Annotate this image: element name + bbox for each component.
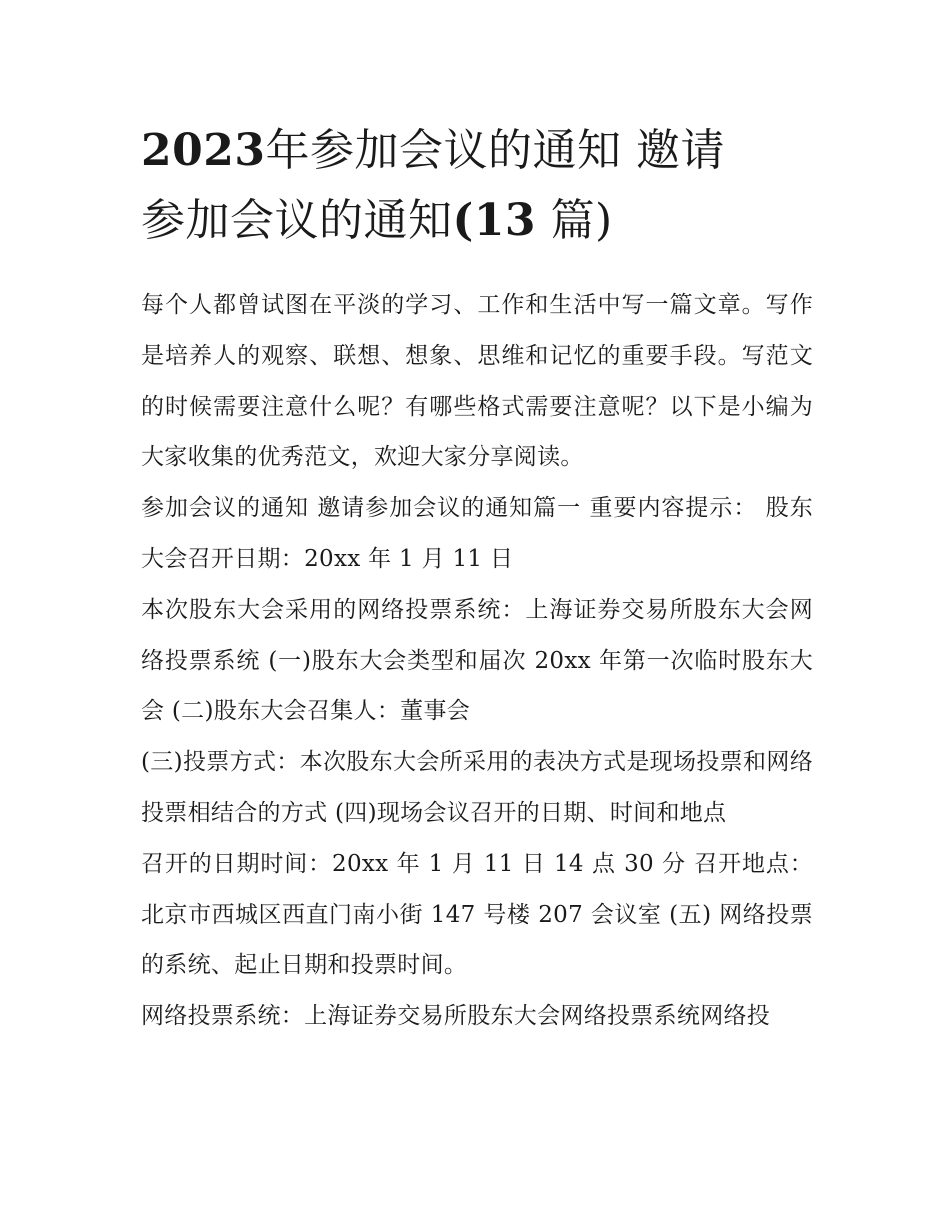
title-part-2: 参加会议的通知 [141, 195, 453, 246]
document-title [141, 116, 813, 256]
paragraph-voting-method: (三)投票方式：本次股东大会所采用的表决方式是现场投票和网络投票相结合的方式 (四)现场会议召开的日期、时间和地点 [141, 749, 813, 826]
paragraph-online-voting: 网络投票系统：上海证券交易所股东大会网络投票系统网络投 [141, 1003, 771, 1030]
document-body [141, 280, 813, 1042]
paragraph-notice-summary: 参加会议的通知 邀请参加会议的通知篇一 重要内容提示： 股东大会召开日期：20xx 年 1 月 11 日 [141, 495, 813, 572]
paragraph-intro: 每个人都曾试图在平淡的学习、工作和生活中写一篇文章。写作是培养人的观察、联想、想象、思维和记忆的重要手段。写范文的时候需要注意什么呢？有哪些格式需要注意呢？以下是小编为大家收集的优秀范文，欢迎大家分享阅读。 [141, 292, 813, 471]
document-content [141, 116, 813, 1042]
title-part-3: 篇) [550, 195, 613, 246]
title-count: (13 [452, 195, 537, 246]
paragraph-meeting-time: 召开的日期时间：20xx 年 1 月 11 日 14 点 30 分 召开地点：北京市西城区西直门南小街 147 号楼 207 会议室 (五) 网络投票的系统、起止日期和投票时间。 [141, 850, 813, 979]
title-part-1: 年参加会议的通知 邀请 [265, 125, 725, 176]
title-year: 2023 [141, 125, 266, 176]
paragraph-voting-system: 本次股东大会采用的网络投票系统：上海证券交易所股东大会网络投票系统 (一)股东大会类型和届次 20xx 年第一次临时股东大会 (二)股东大会召集人：董事会 [141, 596, 813, 725]
